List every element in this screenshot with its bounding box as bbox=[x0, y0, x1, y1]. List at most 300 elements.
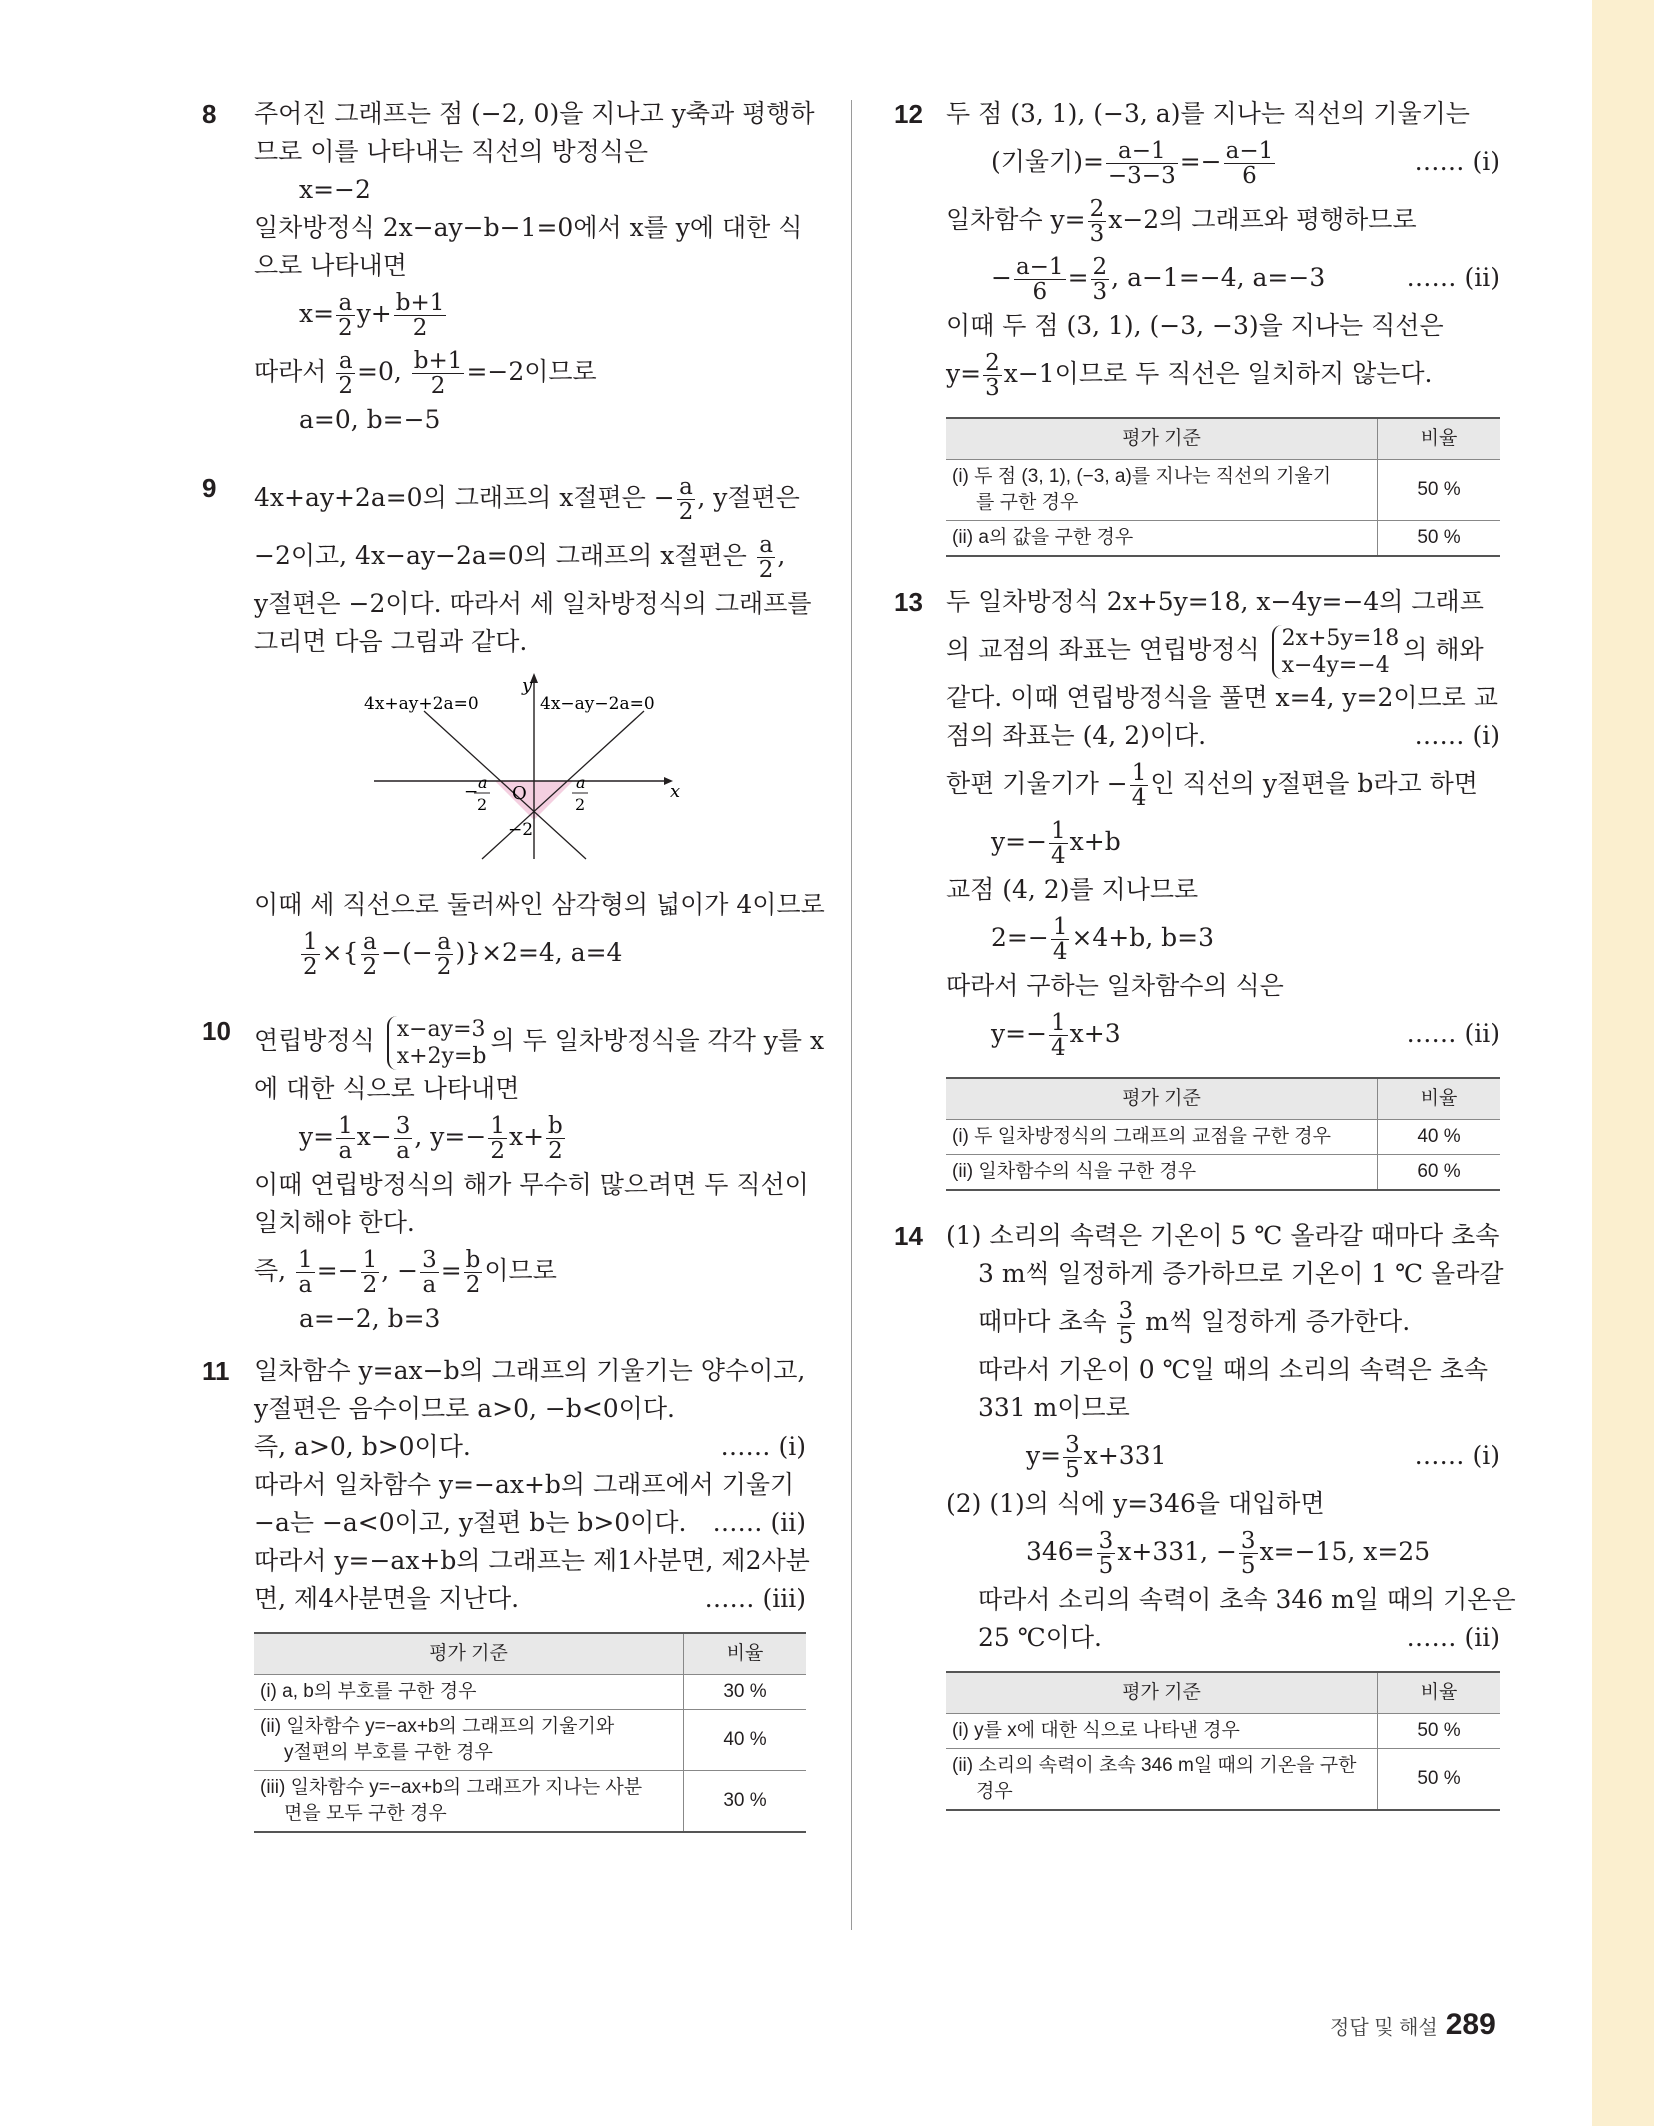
eq-text: 의 해와 bbox=[1403, 635, 1484, 664]
numerator: a bbox=[361, 930, 380, 955]
problem-10 bbox=[200, 1012, 825, 1338]
ratio-cell: 30 % bbox=[684, 1675, 807, 1710]
eq-text: 4x+ay+2a=0의 그래프의 x절편은 − bbox=[254, 483, 675, 512]
text-line: 이때 연립방정식의 해가 무수히 많으려면 두 직선이 bbox=[254, 1170, 809, 1199]
ratio-cell: 50 % bbox=[1378, 460, 1501, 521]
table-row bbox=[946, 1120, 1500, 1155]
eq-text: 이므로 bbox=[484, 1256, 557, 1285]
table-row bbox=[946, 1749, 1500, 1811]
fraction bbox=[757, 533, 776, 582]
header-ratio: 비율 bbox=[684, 1633, 807, 1675]
fraction bbox=[435, 930, 454, 979]
ratio-cell: 60 % bbox=[1378, 1155, 1501, 1191]
fraction bbox=[394, 1114, 413, 1163]
eq-text: = bbox=[1067, 263, 1089, 292]
text-line bbox=[254, 1580, 806, 1618]
problem-number: 14 bbox=[894, 1221, 923, 1251]
numerator: b+1 bbox=[395, 290, 445, 316]
column-divider bbox=[851, 100, 852, 1930]
eq-text: 때마다 초속 bbox=[978, 1307, 1115, 1336]
problem-8 bbox=[200, 95, 815, 439]
problem-number: 8 bbox=[202, 99, 217, 129]
equation bbox=[254, 924, 806, 982]
fraction bbox=[1117, 1299, 1136, 1348]
text-line: 두 일차방정식 2x+5y=18, x−4y=−4의 그래프 bbox=[946, 587, 1484, 616]
eq-text: 연립방정식 bbox=[254, 1026, 383, 1055]
denominator: a bbox=[422, 1272, 437, 1298]
equation bbox=[946, 813, 1500, 871]
tick-minus-sign: − bbox=[464, 782, 479, 802]
fraction bbox=[1239, 1529, 1258, 1578]
denominator: a bbox=[298, 1272, 313, 1298]
eq-text: y+ bbox=[356, 299, 392, 328]
text-line: 므로 이를 나타내는 직선의 방정식은 bbox=[254, 137, 649, 166]
step-marker: …… (i) bbox=[1414, 1441, 1500, 1470]
numerator: a bbox=[677, 475, 696, 500]
fraction bbox=[677, 475, 696, 524]
triangle-graph bbox=[364, 669, 704, 869]
equation bbox=[254, 1242, 806, 1300]
left-column bbox=[200, 95, 825, 1833]
denominator: 2 bbox=[490, 1138, 505, 1164]
criteria-cell: (i) a, b의 부호를 구한 경우 bbox=[254, 1675, 684, 1710]
text-line bbox=[946, 755, 1500, 813]
numerator: 3 bbox=[422, 1247, 437, 1273]
fraction bbox=[1091, 255, 1110, 304]
denominator: 2 bbox=[678, 499, 694, 525]
numerator: a bbox=[757, 533, 776, 558]
text-line: y절편은 −2이다. 따라서 세 일차방정식의 그래프를 bbox=[254, 589, 812, 618]
denominator: 5 bbox=[1065, 1457, 1080, 1483]
denominator: 6 bbox=[1032, 279, 1048, 305]
equation: x=−2 bbox=[299, 175, 371, 204]
eq-text: − bbox=[991, 263, 1012, 292]
text-line: 그리면 다음 그림과 같다. bbox=[254, 627, 528, 656]
text-line: (1) 소리의 속력은 기온이 5 ℃ 올라갈 때마다 초속 bbox=[946, 1221, 1500, 1250]
problem-12 bbox=[892, 95, 1500, 557]
eq-text: 일차함수 y= bbox=[946, 205, 1086, 234]
equation bbox=[254, 343, 806, 401]
eq-text: , bbox=[777, 541, 786, 570]
text-line: 같다. 이때 연립방정식을 풀면 x=4, y=2이므로 교 bbox=[946, 683, 1498, 712]
text-line: 따라서 소리의 속력이 초속 346 m일 때의 기온은 bbox=[978, 1585, 1516, 1614]
eq-text: −a는 −a<0이고, y절편 b는 b>0이다. bbox=[254, 1508, 687, 1537]
problem-number: 11 bbox=[202, 1356, 230, 1386]
grading-table bbox=[946, 1671, 1500, 1811]
fraction bbox=[1051, 915, 1070, 964]
denominator: 6 bbox=[1242, 163, 1257, 189]
text-line: 3 m씩 일정하게 증가하므로 기온이 1 ℃ 올라갈 bbox=[978, 1259, 1504, 1288]
equation bbox=[946, 1523, 1500, 1581]
origin-label: O bbox=[512, 783, 527, 804]
table-row bbox=[946, 521, 1500, 557]
ratio-cell: 50 % bbox=[1378, 1749, 1501, 1811]
denominator: 2 bbox=[758, 557, 774, 583]
numerator: a−1 bbox=[1225, 138, 1274, 164]
eq-text: , y=− bbox=[414, 1122, 487, 1151]
eq-text: 면, 제4사분면을 지난다. bbox=[254, 1584, 520, 1613]
eq-text: 의 교점의 좌표는 연립방정식 bbox=[946, 635, 1268, 664]
text-line: 따라서 구하는 일차함수의 식은 bbox=[946, 971, 1284, 1000]
step-marker: …… (ii) bbox=[1406, 263, 1500, 292]
text-line bbox=[946, 1293, 1500, 1351]
eq-text: =0, bbox=[357, 357, 410, 386]
fraction bbox=[301, 930, 320, 979]
header-ratio: 비율 bbox=[1378, 1078, 1501, 1120]
header-ratio: 비율 bbox=[1378, 1672, 1501, 1714]
numerator: 3 bbox=[1240, 1528, 1256, 1554]
table-header bbox=[946, 1672, 1500, 1714]
eq-text: 즉, bbox=[254, 1256, 295, 1285]
problem-9 bbox=[200, 469, 825, 982]
table-row bbox=[946, 1155, 1500, 1191]
tick-left-numerator: a bbox=[478, 773, 488, 792]
eq-text: =−2이므로 bbox=[466, 357, 597, 386]
criteria-cell: (ii) a의 값을 구한 경우 bbox=[946, 521, 1378, 557]
text-line: 주어진 그래프는 점 (−2, 0)을 지나고 y축과 평행하 bbox=[254, 99, 815, 128]
header-criteria: 평가 기준 bbox=[946, 1672, 1378, 1714]
criteria-cell: (ii) 일차함수의 식을 구한 경우 bbox=[946, 1155, 1378, 1191]
text-line bbox=[946, 717, 1500, 755]
eq-text: , a−1=−4, a=−3 bbox=[1111, 263, 1326, 292]
numerator: 1 bbox=[303, 929, 318, 955]
fraction bbox=[1063, 1433, 1082, 1482]
y-axis-label: y bbox=[522, 675, 533, 696]
problem-11 bbox=[200, 1352, 810, 1833]
criteria-cell bbox=[946, 460, 1378, 521]
denominator: 3 bbox=[1089, 221, 1105, 247]
eq-text: x+331, − bbox=[1117, 1537, 1237, 1566]
problem-number: 10 bbox=[202, 1016, 231, 1046]
denominator: 4 bbox=[1051, 843, 1066, 869]
text-line: 일차방정식 2x−ay−b−1=0에서 x를 y에 대한 식 bbox=[254, 213, 803, 242]
eq-text: =− bbox=[316, 1256, 359, 1285]
denominator: 2 bbox=[430, 373, 446, 399]
fraction bbox=[1049, 1011, 1068, 1060]
eq-text: )}×2=4, a=4 bbox=[455, 938, 623, 967]
system-eq: x−ay=3 bbox=[396, 1016, 486, 1042]
eq-text: x= bbox=[299, 299, 335, 328]
eq-text: 346= bbox=[1026, 1537, 1095, 1566]
x-axis-label: x bbox=[670, 781, 681, 802]
eq-text: ×{ bbox=[321, 938, 359, 967]
table-row bbox=[254, 1710, 806, 1771]
equation: a=0, b=−5 bbox=[299, 405, 441, 434]
numerator: a bbox=[336, 349, 355, 374]
tick-right-denominator: 2 bbox=[575, 795, 586, 814]
equation bbox=[946, 249, 1500, 307]
text-line bbox=[946, 345, 1500, 403]
page-footer bbox=[1330, 2008, 1496, 2042]
eq-text: 점의 좌표는 (4, 2)이다. bbox=[946, 721, 1207, 750]
problem-14 bbox=[892, 1217, 1516, 1811]
problem-number: 12 bbox=[894, 99, 923, 129]
fraction bbox=[412, 349, 465, 398]
denominator: a bbox=[338, 1138, 353, 1164]
fraction bbox=[1106, 139, 1178, 188]
text-line: 일치해야 한다. bbox=[254, 1208, 415, 1237]
grading-table bbox=[946, 417, 1500, 557]
criteria-cell: (i) 두 일차방정식의 그래프의 교점을 구한 경우 bbox=[946, 1120, 1378, 1155]
table-row bbox=[254, 1675, 806, 1710]
numerator: b bbox=[548, 1113, 563, 1139]
numerator: 1 bbox=[362, 1247, 378, 1273]
numerator: b+1 bbox=[413, 348, 463, 374]
text-line bbox=[254, 1504, 806, 1542]
eq-text: y= bbox=[946, 359, 982, 388]
equation bbox=[254, 1108, 806, 1166]
numerator: 1 bbox=[1051, 1010, 1066, 1036]
criteria-text: (iii) 일차함수 y=−ax+b의 그래프가 지나는 사분 bbox=[260, 1777, 643, 1798]
denominator: 4 bbox=[1051, 1035, 1066, 1061]
numerator: a bbox=[336, 291, 355, 316]
eq-text: x+331 bbox=[1083, 1441, 1167, 1470]
equation-system bbox=[1272, 625, 1400, 679]
text-line: 이때 두 점 (3, 1), (−3, −3)을 지나는 직선은 bbox=[946, 311, 1444, 340]
denominator: −3−3 bbox=[1107, 163, 1176, 189]
step-marker: …… (ii) bbox=[1406, 1019, 1500, 1048]
criteria-cell bbox=[946, 1749, 1378, 1811]
eq-text: x−2의 그래프와 평행하므로 bbox=[1108, 205, 1417, 234]
fraction bbox=[1097, 1529, 1116, 1578]
text-line: 두 점 (3, 1), (−3, a)를 지나는 직선의 기울기는 bbox=[946, 99, 1470, 128]
text-line bbox=[946, 191, 1500, 249]
eq-text: (기울기)= bbox=[991, 147, 1104, 176]
criteria-text: 를 구한 경우 bbox=[976, 492, 1079, 513]
numerator: 3 bbox=[1065, 1432, 1080, 1458]
eq-text: x=−15, x=25 bbox=[1259, 1537, 1431, 1566]
text-line bbox=[254, 1012, 825, 1070]
fraction bbox=[361, 1248, 380, 1297]
eq-text: x+3 bbox=[1069, 1019, 1121, 1048]
equation: a=−2, b=3 bbox=[299, 1304, 441, 1333]
text-line: (2) (1)의 식에 y=346을 대입하면 bbox=[946, 1489, 1325, 1518]
numerator: 1 bbox=[298, 1247, 313, 1273]
header-criteria: 평가 기준 bbox=[946, 1078, 1378, 1120]
eq-text: 즉, a>0, b>0이다. bbox=[254, 1432, 471, 1461]
eq-text: y= bbox=[1026, 1441, 1062, 1470]
equation-system bbox=[387, 1016, 487, 1070]
table-header bbox=[254, 1633, 806, 1675]
fraction bbox=[336, 1114, 355, 1163]
step-marker: …… (i) bbox=[720, 1432, 806, 1461]
criteria-text: (ii) 소리의 속력이 초속 346 m일 때의 기온을 구한 bbox=[952, 1755, 1357, 1776]
step-marker: …… (iii) bbox=[704, 1584, 806, 1613]
eq-text: =− bbox=[1179, 147, 1222, 176]
denominator: 2 bbox=[362, 1272, 378, 1298]
fraction bbox=[1224, 139, 1276, 188]
system-eq: x+2y=b bbox=[396, 1043, 487, 1069]
fraction bbox=[1130, 761, 1149, 810]
tick-left-denominator: 2 bbox=[477, 795, 488, 814]
grading-table bbox=[946, 1077, 1500, 1191]
eq-text: −2이고, 4x−ay−2a=0의 그래프의 x절편은 bbox=[254, 541, 755, 570]
eq-text: = bbox=[440, 1256, 462, 1285]
numerator: 3 bbox=[395, 1113, 411, 1139]
numerator: 1 bbox=[1131, 760, 1147, 786]
fraction bbox=[394, 291, 447, 340]
table-row bbox=[946, 1714, 1500, 1749]
fraction bbox=[296, 1248, 315, 1297]
eq-text: x−1이므로 두 직선은 일치하지 않는다. bbox=[1003, 359, 1433, 388]
fraction bbox=[1049, 819, 1068, 868]
numerator: a bbox=[435, 930, 454, 955]
step-marker: …… (ii) bbox=[1406, 1623, 1500, 1652]
fraction bbox=[361, 930, 380, 979]
header-criteria: 평가 기준 bbox=[254, 1633, 684, 1675]
fraction bbox=[464, 1248, 483, 1297]
eq-text: m씩 일정하게 증가한다. bbox=[1137, 1307, 1411, 1336]
table-header bbox=[946, 1078, 1500, 1120]
denominator: 2 bbox=[303, 954, 318, 980]
system-eq: x−4y=−4 bbox=[1281, 652, 1390, 678]
header-ratio: 비율 bbox=[1378, 418, 1501, 460]
fraction bbox=[1088, 197, 1107, 246]
numerator: 1 bbox=[490, 1113, 505, 1139]
numerator: 3 bbox=[1098, 1528, 1114, 1554]
fraction bbox=[336, 349, 355, 398]
denominator: a bbox=[396, 1138, 410, 1164]
denominator: 5 bbox=[1240, 1553, 1256, 1579]
text-line bbox=[254, 527, 806, 585]
eq-text: −(− bbox=[381, 938, 433, 967]
right-line-label: 4x−ay−2a=0 bbox=[540, 694, 655, 714]
text-line: 이때 세 직선으로 둘러싸인 삼각형의 넓이가 4이므로 bbox=[254, 890, 825, 919]
numerator: a−1 bbox=[1106, 139, 1178, 164]
side-color-strip bbox=[1592, 0, 1654, 2126]
eq-text: 2=− bbox=[991, 923, 1049, 952]
equation bbox=[254, 285, 806, 343]
eq-text: , y절편은 bbox=[697, 483, 800, 512]
text-line: 331 m이므로 bbox=[978, 1393, 1130, 1422]
ratio-cell: 30 % bbox=[684, 1771, 807, 1833]
denominator: 2 bbox=[338, 315, 353, 341]
eq-text: y=− bbox=[991, 827, 1048, 856]
fraction bbox=[488, 1114, 507, 1163]
text-line: 따라서 기온이 0 ℃일 때의 소리의 속력은 초속 bbox=[978, 1355, 1489, 1384]
denominator: 5 bbox=[1118, 1323, 1134, 1349]
criteria-cell bbox=[254, 1710, 684, 1771]
criteria-text: y절편의 부호를 구한 경우 bbox=[284, 1742, 493, 1763]
eq-text: y=− bbox=[991, 1019, 1048, 1048]
numerator: 1 bbox=[1052, 914, 1068, 940]
right-column bbox=[892, 95, 1516, 1811]
equation bbox=[946, 133, 1500, 191]
denominator: 3 bbox=[1092, 279, 1108, 305]
fraction bbox=[1014, 255, 1066, 304]
table-row bbox=[254, 1771, 806, 1833]
eq-text: , − bbox=[381, 1256, 419, 1285]
text-line bbox=[946, 1619, 1500, 1657]
eq-text: 한편 기울기가 − bbox=[946, 769, 1128, 798]
text-line: 교점 (4, 2)를 지나므로 bbox=[946, 875, 1199, 904]
criteria-text: (i) 두 점 (3, 1), (−3, a)를 지나는 직선의 기울기 bbox=[952, 466, 1332, 487]
fraction bbox=[983, 351, 1002, 400]
footer-label: 정답 및 해설 bbox=[1330, 2017, 1438, 2039]
eq-text: y= bbox=[299, 1122, 335, 1151]
denominator: 2 bbox=[548, 1138, 563, 1164]
tick-right-numerator: a bbox=[576, 773, 586, 792]
numerator: 2 bbox=[1089, 196, 1105, 222]
numerator: 1 bbox=[1051, 818, 1066, 844]
numerator: 2 bbox=[985, 350, 1000, 376]
denominator: 4 bbox=[1131, 785, 1147, 811]
denominator: 2 bbox=[412, 315, 428, 341]
denominator: 2 bbox=[338, 373, 354, 399]
text-line: 따라서 일차함수 y=−ax+b의 그래프에서 기울기 bbox=[254, 1470, 795, 1499]
text-line: 따라서 y=−ax+b의 그래프는 제1사분면, 제2사분 bbox=[254, 1546, 810, 1575]
eq-text: ×4+b, b=3 bbox=[1071, 923, 1215, 952]
criteria-cell: (i) y를 x에 대한 식으로 나타낸 경우 bbox=[946, 1714, 1378, 1749]
problem-number: 13 bbox=[894, 587, 923, 617]
eq-text: 따라서 bbox=[254, 357, 335, 386]
text-line: 일차함수 y=ax−b의 그래프의 기울기는 양수이고, bbox=[254, 1356, 806, 1385]
denominator: 2 bbox=[362, 954, 378, 980]
fraction bbox=[546, 1114, 565, 1163]
step-marker: …… (i) bbox=[1414, 147, 1500, 176]
equation bbox=[946, 1005, 1500, 1063]
grading-table bbox=[254, 1632, 806, 1833]
eq-text: x− bbox=[356, 1122, 392, 1151]
numerator: 3 bbox=[1118, 1298, 1134, 1324]
text-line: y절편은 음수이므로 a>0, −b<0이다. bbox=[254, 1394, 675, 1423]
fraction bbox=[420, 1248, 439, 1297]
criteria-text: 면을 모두 구한 경우 bbox=[284, 1803, 447, 1824]
equation bbox=[946, 1427, 1500, 1485]
denominator: 2 bbox=[436, 954, 452, 980]
criteria-text: 경우 bbox=[976, 1781, 1013, 1802]
denominator: 4 bbox=[1052, 939, 1068, 965]
eq-text: x+ bbox=[508, 1122, 545, 1151]
text-line bbox=[254, 469, 806, 527]
text-line: 에 대한 식으로 나타내면 bbox=[254, 1074, 520, 1103]
step-marker: …… (ii) bbox=[712, 1508, 806, 1537]
numerator: b bbox=[465, 1247, 481, 1273]
numerator: 1 bbox=[338, 1113, 353, 1139]
left-line-label: 4x+ay+2a=0 bbox=[364, 694, 479, 714]
problem-number: 9 bbox=[202, 473, 217, 503]
criteria-cell bbox=[254, 1771, 684, 1833]
table-header bbox=[946, 418, 1500, 460]
ratio-cell: 50 % bbox=[1378, 521, 1501, 557]
equation bbox=[946, 909, 1500, 967]
fraction bbox=[336, 291, 355, 340]
denominator: 3 bbox=[985, 375, 1000, 401]
eq-text: x+b bbox=[1069, 827, 1121, 856]
ratio-cell: 40 % bbox=[684, 1710, 807, 1771]
text-line bbox=[946, 621, 1500, 679]
eq-text: 25 ℃이다. bbox=[978, 1623, 1102, 1652]
ratio-cell: 50 % bbox=[1378, 1714, 1501, 1749]
denominator: 2 bbox=[465, 1272, 481, 1298]
system-eq: 2x+5y=18 bbox=[1281, 625, 1400, 651]
denominator: 5 bbox=[1098, 1553, 1114, 1579]
step-marker: …… (i) bbox=[1414, 721, 1500, 750]
eq-text: 의 두 일차방정식을 각각 y를 x bbox=[490, 1026, 825, 1055]
y-intercept-label: −2 bbox=[508, 820, 534, 840]
page-number: 289 bbox=[1445, 2008, 1496, 2041]
ratio-cell: 40 % bbox=[1378, 1120, 1501, 1155]
numerator: 2 bbox=[1092, 254, 1108, 280]
eq-text: 인 직선의 y절편을 b라고 하면 bbox=[1150, 769, 1478, 798]
table-row bbox=[946, 460, 1500, 521]
problem-13 bbox=[892, 583, 1500, 1191]
text-line: 으로 나타내면 bbox=[254, 251, 407, 280]
text-line bbox=[254, 1428, 806, 1466]
criteria-text: (ii) 일차함수 y=−ax+b의 그래프의 기울기와 bbox=[260, 1716, 615, 1737]
numerator: a−1 bbox=[1015, 254, 1064, 280]
header-criteria: 평가 기준 bbox=[946, 418, 1378, 460]
